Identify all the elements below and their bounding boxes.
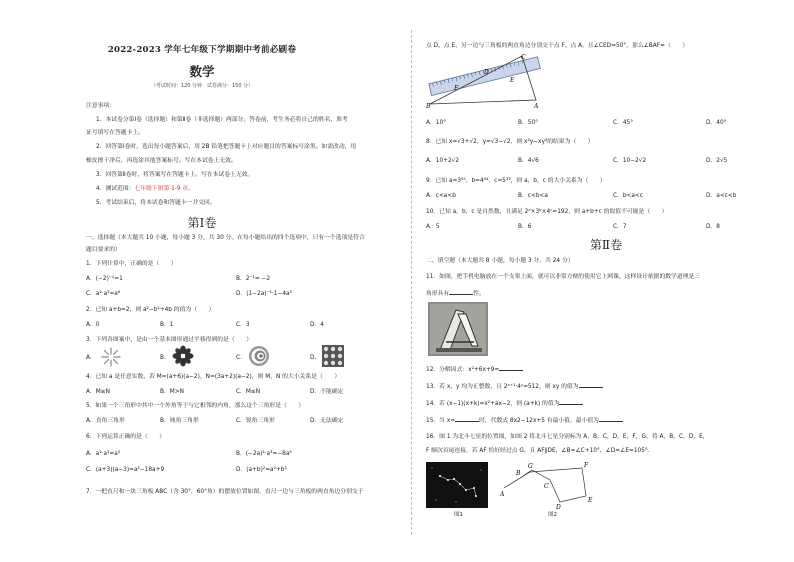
q4-stem: 4．已知 a 是任意实数，若 M=(a+6)(a−2)，N=(3a+2)(a−2)，则 M，N 的大小关系是（ ） [86, 374, 341, 380]
note-3: 3．回答第Ⅱ卷时，将答案写在答题卡上。写在本试卷上无效。 [96, 172, 254, 178]
q6-stem: 6．下列运算正确的是（ ） [86, 434, 166, 440]
q2-stem: 2．已知 a+b=2，则 a²−b²+4b 的值为（ ） [86, 307, 215, 313]
q8-option-a[interactable]: A．10+2√2 [426, 158, 460, 164]
q3-option-c[interactable]: C． [236, 355, 246, 361]
q4-option-c[interactable]: C．M≤N [236, 389, 261, 395]
q15-text-2: 时，代数式 8x2−12x+5 有最小值，最小值为 [479, 418, 599, 424]
q5-option-b[interactable]: B．钝角三角形 [160, 418, 199, 424]
q15-answer-blank-2[interactable] [599, 416, 623, 422]
q14-text: 14．若 (x−1)(x+k)=x²+ax−2，则 (a+k) 的值为 [426, 401, 560, 407]
note-4 [96, 185, 194, 193]
q3-option-a[interactable]: A． [86, 355, 96, 361]
q1-option-c[interactable]: C．a²·a³=a⁶ [86, 291, 121, 297]
q10-stem: 10．已知 a，b，c 是自然数，且满足 2ᵃ×3ᵇ×4ᶜ=192，则 a+b+c 的取值不可能是（ ） [426, 209, 668, 215]
q5-option-c[interactable]: C．锐角三角形 [236, 418, 275, 424]
fig16-label-a: A [500, 491, 505, 498]
note-1a: 1．本试卷分第Ⅰ卷（选择题）和第Ⅱ卷（非选择题）两部分。答卷前，考生务必将自己的姓名、准考 [96, 117, 348, 123]
big-dipper-photo-figure1 [426, 462, 488, 508]
q2-option-b[interactable]: B．1 [160, 322, 174, 328]
q1-option-d[interactable]: D．(1−2a)⁻¹·1−4a² [236, 291, 292, 297]
q11-text: 角形具有 [426, 291, 450, 297]
q8-option-c[interactable]: C．10−2√2 [613, 158, 647, 164]
q2-option-d[interactable]: D．4 [310, 322, 324, 328]
q4-option-a[interactable]: A．M≥N [86, 389, 110, 395]
note-5: 5．考试结束后，将本试卷和答题卡一并交回。 [96, 200, 216, 206]
part1-intro-b: 题目要求的） [86, 247, 121, 253]
q3-tile-grid-figure [322, 345, 344, 367]
q3-flower-figure [172, 345, 194, 367]
q5-stem: 5．如果一个三角形中其中一个外角等于与它相邻的内角，那么这个三角形是（ ） [86, 403, 305, 409]
q9-option-b[interactable]: B．c<b<a [518, 193, 548, 199]
note-4-label: 4．测试范围： [96, 186, 135, 192]
q9-option-d[interactable]: D．a<c<b [706, 193, 737, 199]
q15-answer-blank-1[interactable] [455, 416, 479, 422]
q10-option-b[interactable]: B．6 [518, 224, 532, 230]
q14-answer-blank[interactable] [559, 399, 583, 405]
q7-option-d[interactable]: D．40° [706, 120, 727, 126]
column-divider [411, 30, 412, 535]
q12-text: 12．分解因式：x²+6x+9= [426, 367, 500, 373]
q14-stem [426, 399, 583, 408]
part2-intro: 二、填空题（本大题共 8 小题，每小题 3 分，共 24 分） [426, 258, 574, 264]
part1-intro-a: 一、选择题（本大题共 10 小题，每小题 3 分，共 30 分。在每小题给出的四个选项中，只有一个选项是符合 [86, 235, 365, 241]
part2-label: 第Ⅱ卷 [589, 238, 623, 252]
q3-starburst-figure [100, 346, 122, 368]
q9-option-a[interactable]: A．c<a<b [426, 193, 456, 199]
q13-text: 13．若 x，y 均为正整数，且 2ˣ⁺¹·4ʸ=512，则 xy 的值为 [426, 384, 579, 390]
q11-stem-a: 11．如图，把手机电脑放在一个支架上面，就可以非常方便的使用它上网课，这样设计依据的数学道理是三 [426, 274, 701, 280]
q6-option-d[interactable]: D．(a+b)²=a²+b² [236, 467, 287, 473]
q11-stem-b [426, 289, 485, 298]
q7-ruler-triangle-figure [426, 52, 546, 110]
note-1b: 证号填写在答题卡上。 [86, 130, 144, 136]
q9-option-c[interactable]: C．b<a<c [613, 193, 643, 199]
exam-title: 2022-2023 学年七年级下学期期中考前必刷卷 [107, 45, 297, 55]
fig7-label-a: A [534, 103, 539, 110]
notes-heading: 注意事项： [86, 103, 115, 109]
fig7-label-b: B [426, 103, 431, 110]
q16-stem-a: 16．图 1 为北斗七星的位置图，如图 2 将北斗七星分别标为 A，B，C，D，E，F，G，将 A，B，C，D，E， [426, 434, 709, 440]
q4-option-d[interactable]: D．不能确定 [310, 389, 344, 395]
fig16-label-e: E [588, 497, 593, 504]
figure1-caption: 图1 [454, 512, 463, 518]
q8-option-b[interactable]: B．4√6 [518, 158, 539, 164]
note-4-scope: 七年级下册第 1-9 章。 [134, 186, 195, 192]
note-2b: 橡皮擦干净后，再选涂其他答案标号。写在本试卷上无效。 [86, 158, 237, 164]
q6-option-a[interactable]: A．a²·a³=a⁵ [86, 451, 121, 457]
part1-label: 第Ⅰ卷 [187, 216, 217, 230]
q7-stem-continued: 点 D，点 E，另一边与三角板的两直角边分别交于点 F、点 A，且∠CED=50°，那么∠BAF=（ ） [426, 43, 689, 49]
q3-option-b[interactable]: B． [160, 355, 170, 361]
q2-option-a[interactable]: A．0 [86, 322, 100, 328]
q10-option-c[interactable]: C．7 [613, 224, 627, 230]
figure2-caption: 图2 [548, 512, 557, 518]
fig7-label-d: D [484, 69, 489, 76]
q15-stem [426, 416, 623, 425]
q7-option-c[interactable]: C．45° [613, 120, 634, 126]
q7-stem: 7．一把直尺和一块三角板 ABC（含 30°，60°角）的摆放位置如图，直尺一边与三角板的两直角边分别交于 [86, 489, 364, 495]
note-2a: 2．回答第Ⅰ卷时，选出每小题答案后，用 2B 铅笔把答题卡上对应题目的答案标号涂黑。如需改动，用 [96, 144, 357, 150]
q11-phone-stand-photo [428, 302, 488, 356]
exam-subject: 数学 [189, 64, 215, 79]
big-dipper-diagram-figure2 [498, 458, 598, 510]
q5-option-a[interactable]: A．直角三角形 [86, 418, 125, 424]
q7-option-a[interactable]: A．10° [426, 120, 447, 126]
q8-option-d[interactable]: D．2√5 [706, 158, 728, 164]
q1-stem: 1．下列计算中，正确的是（ ） [86, 261, 177, 267]
q1-option-a[interactable]: A．(−2)⁻¹=1 [86, 276, 123, 282]
q10-option-d[interactable]: D．8 [706, 224, 720, 230]
fig16-label-b: B [516, 470, 521, 477]
exam-meta: （考试时间：120 分钟 试卷满分：150 分） [150, 83, 254, 89]
fig16-label-g: G [528, 463, 533, 470]
q4-option-b[interactable]: B．M>N [160, 389, 184, 395]
q11-text-end: 性。 [473, 291, 485, 297]
fig16-label-d: D [556, 504, 561, 510]
q1-option-b[interactable]: B．2⁻¹= −2 [236, 276, 271, 282]
q3-option-d[interactable]: D． [310, 355, 321, 361]
q7-option-b[interactable]: B．50° [518, 120, 539, 126]
q3-stem: 3．下列各图案中，是由一个基本图形通过平移得到的是（ ） [86, 337, 253, 343]
q12-answer-blank[interactable] [499, 365, 523, 371]
q5-option-d[interactable]: D．无法确定 [310, 418, 344, 424]
q6-option-b[interactable]: B．(−2a)²·a³=−8a⁶ [236, 451, 292, 457]
q10-option-a[interactable]: A．5 [426, 224, 440, 230]
fig16-label-c: C [544, 483, 549, 490]
right-column [418, 0, 794, 562]
q2-option-c[interactable]: C．3 [236, 322, 250, 328]
fig7-label-e: E [510, 77, 515, 84]
fig7-label-f: F [454, 85, 459, 92]
q8-stem: 8．已知 x=√3+√2，y=√3−√2，则 x³y−xy³的结果为（ ） [426, 139, 594, 145]
q3-spiral-figure [248, 345, 270, 367]
fig7-label-c: C [521, 54, 526, 61]
q12-stem [426, 365, 523, 374]
q9-stem: 9．已知 a=3⁵⁵，b=4⁴⁴，c=5³³，则 a，b，c 的大小关系为（ ） [426, 178, 606, 184]
fig16-label-f: F [584, 462, 589, 469]
q13-answer-blank[interactable] [579, 382, 603, 388]
q6-option-c[interactable]: C．(a+3)(a−3)=a²−18a+9 [86, 467, 165, 473]
q16-stem-b: F 顺次首尾连接，若 AF 恰好经过点 G，且 AF∥DE，∠B=∠C+10°，∠D=∠E=105°． [426, 448, 654, 454]
q13-stem [426, 382, 603, 391]
q15-text: 15．当 x= [426, 418, 456, 424]
q11-answer-blank[interactable] [449, 289, 473, 295]
